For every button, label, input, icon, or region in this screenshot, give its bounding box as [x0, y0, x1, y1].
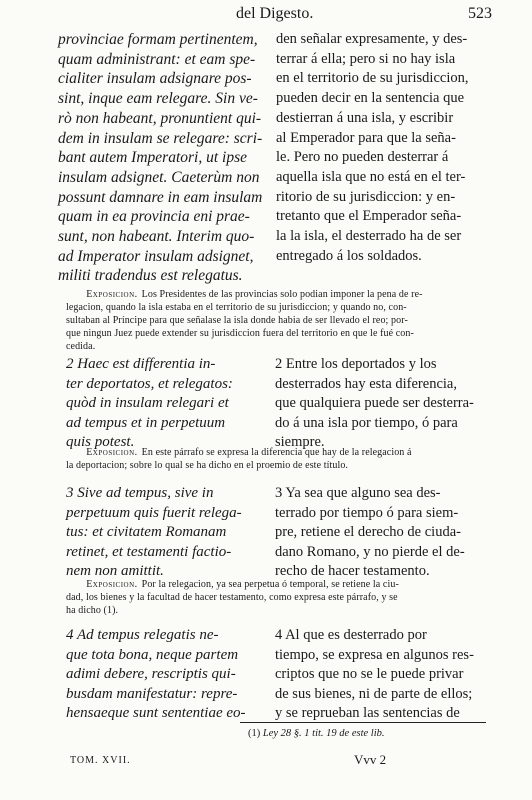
signature-mark: Vvv 2: [354, 752, 387, 767]
exposicion-3: [66, 578, 480, 617]
text-line: nem non amittit.: [66, 563, 164, 579]
text-line: Exposicion. Los Presidentes de las provincias solo podian imponer la pena de re-: [86, 289, 423, 300]
text-line: ad Imperator insulam adsignet,: [58, 247, 254, 265]
text-line: ad tempus et in perpetuum: [66, 414, 226, 431]
latin-block-4: [66, 626, 246, 724]
latin-block-3: [66, 484, 242, 582]
text-line: Exposicion. Por la relegacion, ya sea perpetua ó temporal, se retiene la ciu-: [86, 579, 399, 590]
text-line: quam in ea provincia eni prae-: [58, 208, 250, 226]
latin-block-1: [58, 30, 262, 286]
text-line: tus: et civitatem Romanam: [66, 524, 227, 540]
text-line: 4 Al que es desterrado por: [275, 627, 427, 643]
text-line: quòd in insulam relegari et: [66, 395, 229, 411]
spanish-block-2: [275, 355, 474, 453]
text-line: 2 Entre los deportados y los: [275, 356, 437, 372]
text-line: que tota bona, neque partem: [66, 646, 239, 663]
text-line: Exposicion. En este párrafo se expresa la diferencia que hay de la relegacion á: [86, 447, 412, 458]
exposicion-label: Exposicion.: [86, 579, 138, 590]
text-line: sultaban al Príncipe para que señalase la isla donde habia de ser llevado el reo; por-: [66, 315, 408, 326]
text-line: do á una isla por tiempo, ó para: [275, 414, 458, 431]
text-line: perpetuum quis fuerit relega-: [66, 504, 242, 521]
text-line: dano Romano, y no pierde el de-: [275, 543, 465, 560]
text-line: dad, los bienes y la facultad de hacer testamento, como expresa este párrafo, y se: [66, 592, 398, 603]
text-line: insulam adsignet. Caeterùm non: [58, 168, 260, 186]
text-line: destierran á una isla, y escribir: [276, 109, 454, 126]
text-line: quam administrant: et eam spe-: [58, 50, 256, 68]
text-line: pre, retiene el derecho de ciuda-: [275, 524, 461, 540]
text-line: legacion, quando la isla estaba en el territorio de su jurisdiccion; y quando no, con-: [66, 302, 407, 313]
text-line: sunt, non habeant. Interim quo-: [58, 228, 255, 246]
latin-block-2: [66, 355, 233, 453]
text-line: possunt damnare in eam insulam: [58, 188, 263, 206]
text-line: 3 Sive ad tempus, sive in: [66, 485, 214, 501]
text-line: adimi debere, rescriptis qui-: [66, 666, 236, 682]
text-line: ha dicho (1).: [66, 605, 119, 616]
text-line: tretanto que el Emperador seña-: [276, 208, 462, 225]
text-line: ter deportatos, et relegatos:: [66, 375, 233, 392]
text-line: terrado por tiempo ó para siem-: [275, 504, 459, 521]
text-line: aquella isla que no está en el ter-: [276, 168, 466, 185]
spanish-block-3: [275, 484, 465, 582]
footnote-marker: (1): [248, 728, 261, 739]
text-line: militi tradendus est relegatus.: [58, 267, 243, 285]
text-line: dem in insulam se relegare: scri-: [58, 129, 263, 147]
text-line: ritorio de su jurisdiccion: y en-: [276, 188, 456, 205]
spanish-block-4: [275, 626, 474, 724]
text-line: que ningun Juez puede extender su jurisdiccion fuera del territorio en que le fué con-: [66, 328, 414, 339]
text-line: hensaeque sunt sententiae eo-: [66, 705, 246, 721]
text-line: pueden decir en la sentencia que: [276, 90, 465, 107]
text-line: desterrados hay esta diferencia,: [275, 375, 457, 392]
page-number: 523: [468, 5, 492, 22]
text-line: busdam manifestatur: repre-: [66, 685, 238, 702]
text-line: la deportacion; sobre lo qual se ha dicho en el proemio de este título.: [66, 460, 349, 471]
spanish-block-1: [276, 30, 468, 266]
text-line: sint, inque eam relegare. Sin ve-: [58, 90, 258, 108]
text-line: cedida.: [66, 341, 96, 352]
text-line: 2 Haec est differentia in-: [66, 356, 216, 372]
text-line: la la isla, el desterrado ha de ser: [276, 228, 462, 245]
footnote-text: Ley 28 §. 1 tit. 19 de este lib.: [262, 728, 385, 739]
text-line: retinet, et testamenti factio-: [66, 543, 232, 560]
text-line: le. Pero no pueden desterrar á: [276, 149, 449, 166]
text-line: rò non habeant, pronuntient qui-: [58, 109, 262, 127]
text-line: provinciae formam pertinentem,: [58, 31, 258, 48]
exposicion-1: [66, 288, 480, 353]
text-line: 3 Ya sea que alguno sea des-: [275, 485, 441, 501]
text-line: tiempo, se expresa en algunos res-: [275, 646, 474, 663]
text-line: en el territorio de su jurisdiccion,: [276, 70, 469, 87]
text-line: que qualquiera puede ser desterra-: [275, 395, 474, 411]
text-line: recho de hacer testamento.: [275, 563, 430, 579]
text-line: 4 Ad tempus relegatis ne-: [66, 627, 219, 643]
text-line: siempre.: [275, 434, 325, 450]
text-line: terrar á ella; pero si no hay isla: [276, 50, 456, 67]
tome-label: TOM. XVII.: [70, 755, 131, 766]
text-line: criptos que no se le puede privar: [275, 666, 464, 682]
text-line: cialiter insulam adsignare pos-: [58, 70, 252, 88]
text-line: quis potest.: [66, 434, 135, 450]
text-line: y se reprueban las sentencias de: [275, 705, 460, 721]
text-line: den señalar expresamente, y des-: [276, 31, 468, 47]
text-line: entregado á los soldados.: [276, 247, 422, 264]
exposicion-label: Exposicion.: [86, 447, 138, 458]
footnote-rule: [240, 722, 486, 723]
running-head: del Digesto.: [236, 5, 314, 22]
exposicion-2: [66, 446, 480, 472]
exposicion-label: Exposicion.: [86, 289, 138, 300]
footnote: [248, 728, 384, 739]
text-line: bant autem Imperatori, ut ipse: [58, 149, 247, 167]
text-line: de sus bienes, ni de parte de ellos;: [275, 685, 473, 702]
text-line: al Emperador para que la seña-: [276, 129, 456, 146]
